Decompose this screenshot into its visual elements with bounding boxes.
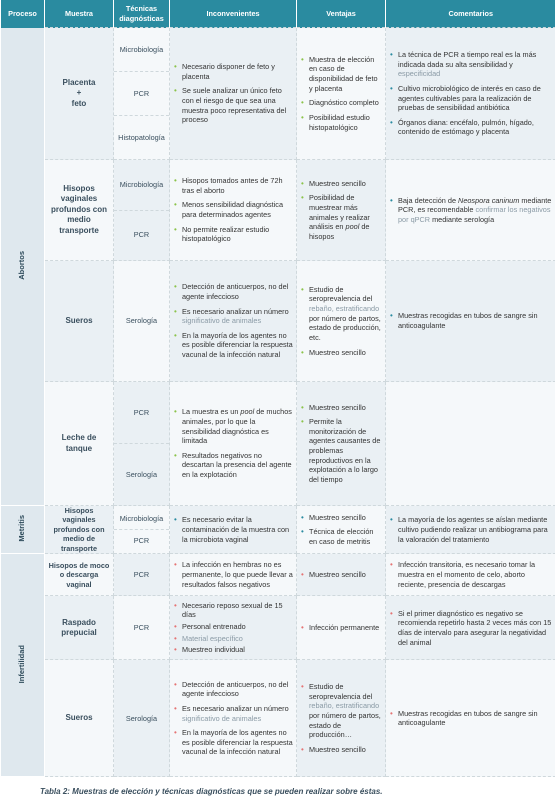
- list-item: • Infección permanente: [300, 623, 382, 633]
- list-item: • Es necesario evitar la contaminación de la muestra con la microbiota vaginal: [173, 515, 293, 544]
- list-item: • Muestreo sencillo: [300, 570, 382, 580]
- header-muestra: Muestra: [45, 0, 114, 28]
- inconvenientes-metritis: [170, 506, 297, 554]
- table-row: [1, 506, 555, 554]
- muestra-sueros-infertilidad: Sueros: [45, 660, 114, 777]
- proceso-metritis-label: Metritis: [17, 515, 27, 542]
- inconvenientes-moco: [170, 554, 297, 596]
- list-item: • Muestras recogidas en tubos de sangre sin anticoagulante: [389, 709, 552, 728]
- ventajas-sueros-infertilidad: [297, 660, 386, 777]
- header-ventajas: Ventajas: [297, 0, 386, 28]
- list-item: • En la mayoría de los agentes no es posible diferenciar la respuesta vacunal de la infección natural: [173, 728, 293, 757]
- list-item: • La técnica de PCR a tiempo real es la más indicada dada su alta sensibilidad y especificidad: [389, 50, 552, 79]
- header-tecnicas: Técnicas diagnósticas: [114, 0, 170, 28]
- list-item: • Menos sensibilidad diagnóstica para determinados agentes: [173, 200, 293, 219]
- list-item: • Hisopos tomados antes de 72h tras el aborto: [173, 176, 293, 195]
- ventajas-hisopos: [297, 160, 386, 261]
- list-item: • Muestreo sencillo: [300, 513, 382, 523]
- comentarios-metritis: [386, 506, 555, 554]
- tecnicas-leche: [114, 382, 170, 506]
- ventajas-moco: [297, 554, 386, 596]
- inconvenientes-sueros-abortos: [170, 261, 297, 382]
- list-item: • Estudio de seroprevalencia del rebaño, estratificando por número de partos, estado de producción, etc.: [300, 285, 382, 343]
- table-row: [1, 596, 555, 660]
- tecnica-item: PCR: [114, 72, 169, 116]
- list-item: • Muestreo sencillo: [300, 179, 382, 189]
- list-item: • Necesario reposo sexual de 15 días: [173, 601, 293, 620]
- ventajas-metritis: [297, 506, 386, 554]
- muestra-moco: Hisopos de moco o descarga vaginal: [45, 554, 114, 596]
- inconvenientes-hisopos: [170, 160, 297, 261]
- tecnicas-metritis: [114, 506, 170, 554]
- inconvenientes-sueros-infertilidad: [170, 660, 297, 777]
- list-item: • Es necesario analizar un número significativo de animales: [173, 704, 293, 723]
- tecnica-item: Histopatología: [118, 132, 165, 142]
- list-item: • Detección de anticuerpos, no del agente infeccioso: [173, 680, 293, 699]
- list-item: • Posibilidad de muestrear más animales y realizar análisis en pool de hisopos: [300, 193, 382, 241]
- muestra-placenta-feto: Placenta + feto: [45, 28, 114, 160]
- list-item: • Cultivo microbiológico de interés en caso de agentes cultivables para la realización de pruebas de sensibilidad antibiótica: [389, 84, 552, 113]
- list-item: • Diagnóstico completo: [300, 98, 382, 108]
- tecnica-item: PCR: [133, 535, 150, 545]
- ventajas-sueros-abortos: [297, 261, 386, 382]
- tecnica-raspado: PCR: [114, 596, 170, 660]
- tecnica-sueros-infertilidad: Serología: [114, 660, 170, 777]
- list-item: • Es necesario analizar un número significativo de animales: [173, 307, 293, 326]
- tecnicas-placenta: [114, 28, 170, 160]
- table-caption: Tabla 2: Muestras de elección y técnicas diagnósticas que se pueden realizar sobre éstas.: [40, 787, 383, 796]
- muestra-sueros-abortos: Sueros: [45, 261, 114, 382]
- tecnica-item: Microbiología: [114, 28, 169, 72]
- tecnica-item: PCR: [114, 382, 169, 444]
- list-item: • Estudio de seroprevalencia del rebaño, estratificando por número de partos, estado de producción…: [300, 682, 382, 740]
- list-item: • Resultados negativos no descartan la presencia del agente en la explotación: [173, 451, 293, 480]
- proceso-infertilidad-label: Infertilidad: [17, 644, 27, 684]
- muestra-metritis: Hisopos vaginales profundos con medio de transporte: [45, 506, 114, 554]
- proceso-abortos-label: Abortos: [17, 250, 27, 280]
- muestra-raspado: Raspado prepucial: [45, 596, 114, 660]
- comentarios-sueros-infertilidad: [386, 660, 555, 777]
- list-item: • Muestras recogidas en tubos de sangre sin anticoagulante: [389, 311, 552, 330]
- list-item: • La mayoría de los agentes se aíslan mediante cultivo pudiendo realizar un antibiograma para la valoración del tratamiento: [389, 515, 552, 544]
- comentarios-leche: [386, 382, 555, 506]
- table-header-row: [1, 0, 555, 28]
- table-row: [1, 160, 555, 261]
- tecnica-item: Microbiología: [114, 160, 169, 211]
- muestra-leche-tanque: Leche de tanque: [45, 382, 114, 506]
- list-item: • Muestreo individual: [173, 645, 293, 655]
- comentarios-raspado: [386, 596, 555, 660]
- inconvenientes-leche: [170, 382, 297, 506]
- comentarios-hisopos: [386, 160, 555, 261]
- list-item: • Personal entrenado: [173, 622, 293, 632]
- table-row: [1, 554, 555, 596]
- list-item: • Muestra de elección en caso de disponibilidad de feto y placenta: [300, 55, 382, 94]
- list-item: • La infección en hembras no es permanente, lo que puede llevar a resultados falsos negativos: [173, 560, 293, 589]
- tecnica-item: Serología: [125, 469, 158, 479]
- list-item: • Órganos diana: encéfalo, pulmón, hígado, contenido de estómago y placenta: [389, 118, 552, 137]
- inconvenientes-placenta: [170, 28, 297, 160]
- comentarios-moco: [386, 554, 555, 596]
- list-item: • Muestreo sencillo: [300, 745, 382, 755]
- ventajas-raspado: [297, 596, 386, 660]
- comentarios-sueros-abortos: [386, 261, 555, 382]
- header-inconvenientes: Inconvenientes: [170, 0, 297, 28]
- proceso-metritis: [1, 506, 45, 554]
- list-item: • Si el primer diagnóstico es negativo se recomienda repetirlo hasta 2 veces más con 15 días de intervalo para asegurar la negatividad del animal: [389, 609, 552, 648]
- proceso-abortos: [1, 28, 45, 506]
- list-item: • Se suele analizar un único feto con el riesgo de que sea una muestra poco representativa del proceso: [173, 86, 293, 125]
- tecnica-item: PCR: [133, 230, 150, 240]
- list-item: • Técnica de elección en caso de metritis: [300, 527, 382, 546]
- ventajas-leche: [297, 382, 386, 506]
- header-comentarios: Comentarios: [386, 0, 555, 28]
- table-row: [1, 660, 555, 777]
- list-item: • Material específico: [173, 634, 293, 644]
- tecnica-sueros-abortos: Serología: [114, 261, 170, 382]
- list-item: • Necesario disponer de feto y placenta: [173, 62, 293, 81]
- muestra-hisopos: Hisopos vaginales profundos con medio transporte: [45, 160, 114, 261]
- ventajas-placenta: [297, 28, 386, 160]
- list-item: • En la mayoría de los agentes no es posible diferenciar la respuesta vacunal de la infección natural: [173, 331, 293, 360]
- header-proceso: Proceso: [1, 0, 45, 28]
- tecnica-item: Microbiología: [114, 508, 169, 530]
- proceso-infertilidad: [1, 554, 45, 777]
- tecnica-moco: PCR: [114, 554, 170, 596]
- list-item: • Permite la monitorización de agentes causantes de problemas reproductivos en la explotación a lo largo del tiempo: [300, 417, 382, 484]
- table-row: [1, 382, 555, 506]
- list-item: • Posibilidad estudio histopatológico: [300, 113, 382, 132]
- list-item: • Muestreo sencillo: [300, 348, 382, 358]
- tecnicas-hisopos: [114, 160, 170, 261]
- list-item: • No permite realizar estudio histopatológico: [173, 225, 293, 244]
- table-row: [1, 261, 555, 382]
- list-item: • Infección transitoria, es necesario tomar la muestra en el momento de celo, aborto reciente, presencia de descargas: [389, 560, 552, 589]
- list-item: • Baja detección de Neospora caninum mediante PCR, es recomendable confirmar los negativos por qPCR mediante serología: [389, 196, 552, 225]
- comentarios-placenta: [386, 28, 555, 160]
- list-item: • La muestra es un pool de muchos animales, por lo que la sensibilidad diagnóstica es limitada: [173, 407, 293, 446]
- list-item: • Detección de anticuerpos, no del agente infeccioso: [173, 282, 293, 301]
- inconvenientes-raspado: [170, 596, 297, 660]
- list-item: • Muestreo sencillo: [300, 403, 382, 413]
- table-row: [1, 28, 555, 160]
